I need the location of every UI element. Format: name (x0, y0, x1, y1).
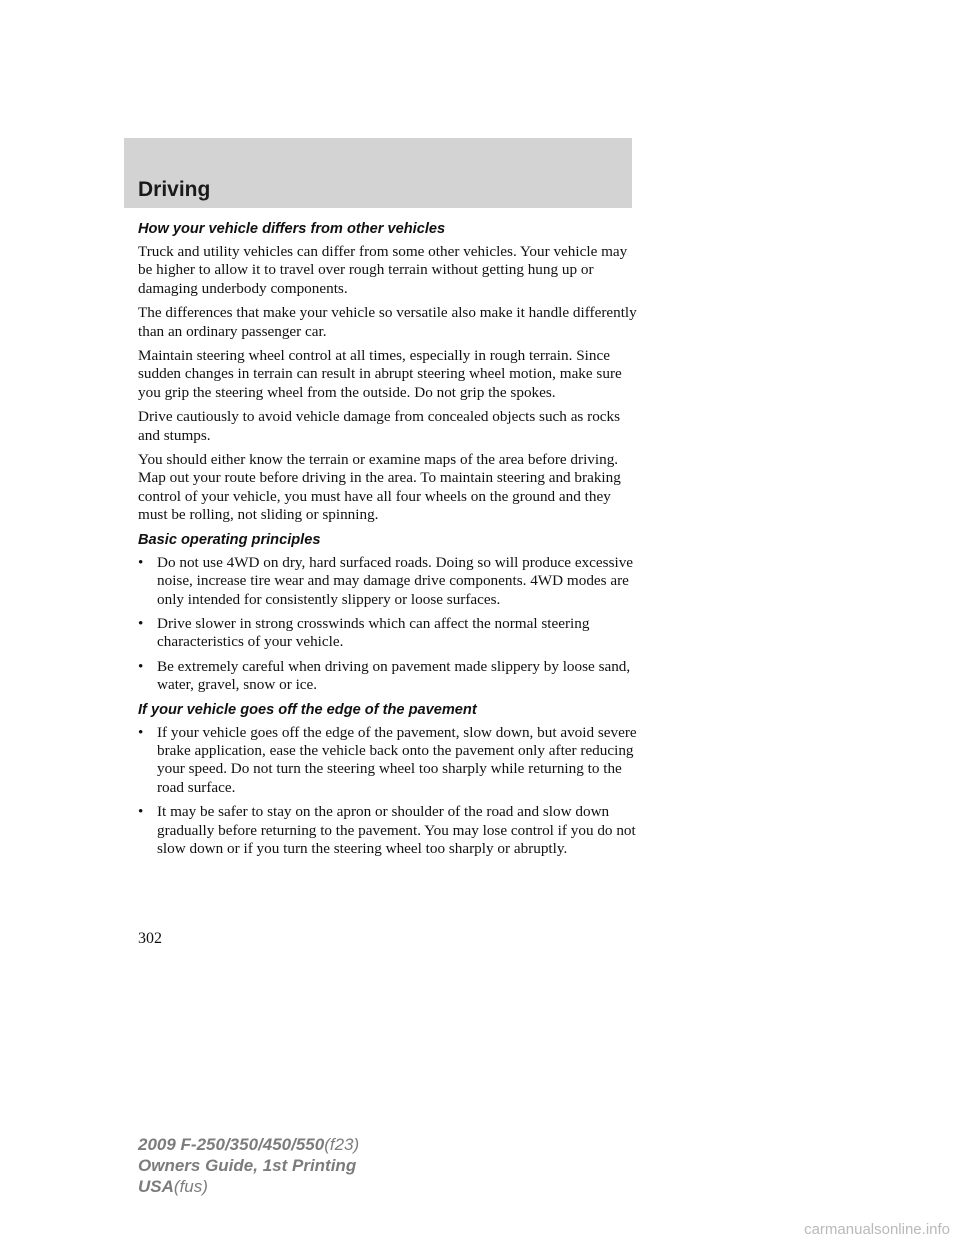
list-item-text: Be extremely careful when driving on pavement made slippery by loose sand, water, gravel, snow or ice. (157, 657, 631, 694)
list-item (138, 658, 638, 695)
bullet-icon: • (138, 657, 144, 675)
paragraph: You should either know the terrain or examine maps of the area before driving. Map out your route before driving in the area. To maintain steering and braking control of your vehicle, you must have all four wheels on the ground and they must be rolling, not sliding or spinning. (138, 451, 621, 524)
paragraph: Maintain steering wheel control at all times, especially in rough terrain. Since sudden changes in terrain can result in abrupt steering wheel motion, make sure you grip the steering wheel from the outside. Do not grip the spokes. (138, 347, 622, 401)
section-title: Driving (138, 178, 211, 201)
list-item-text: Drive slower in strong crosswinds which can affect the normal steering characteristics of your vehicle. (157, 614, 590, 651)
footer-region-code: (fus) (173, 1177, 208, 1196)
list-item (138, 554, 638, 609)
paragraph: Truck and utility vehicles can differ from some other vehicles. Your vehicle may be higher to allow it to travel over rough terrain without getting hung up or damaging underbody components. (138, 243, 628, 297)
list-item-text: It may be safer to stay on the apron or shoulder of the road and slow down gradually before returning to the pavement. You may lose control if you do not slow down or if you turn the steering wheel too sharply or abruptly. (157, 803, 636, 857)
heading-off-pavement: If your vehicle goes off the edge of the pavement (138, 701, 477, 718)
bullet-icon: • (138, 553, 144, 571)
footer-region: USA (138, 1177, 174, 1196)
document-footer (138, 1134, 359, 1197)
list-item (138, 724, 638, 798)
bullet-list (138, 554, 638, 695)
footer-model: 2009 F-250/350/450/550 (138, 1135, 325, 1154)
footer-model-code: (f23) (324, 1135, 360, 1154)
list-item (138, 615, 638, 652)
bullet-list (138, 724, 638, 859)
section-header-band (124, 138, 632, 208)
list-item-text: If your vehicle goes off the edge of the pavement, slow down, but avoid severe brake application, ease the vehicle back onto the pavement only after reducing your speed. Do not turn the steering wheel too sharply while returning to the road surface. (157, 723, 637, 796)
footer-line-region (138, 1176, 359, 1197)
paragraph: Drive cautiously to avoid vehicle damage from concealed objects such as rocks and stumps. (138, 408, 621, 444)
footer-line-model (138, 1134, 359, 1155)
bullet-icon: • (138, 803, 144, 821)
heading-vehicle-differences: How your vehicle differs from other vehicles (138, 221, 446, 237)
list-item-text: Do not use 4WD on dry, hard surfaced roads. Doing so will produce excessive noise, increase tire wear and may damage drive components. 4WD modes are only intended for consistently slippery or loose surfaces. (157, 553, 634, 608)
bullet-icon: • (138, 614, 144, 632)
paragraph: The differences that make your vehicle so versatile also make it handle differently than an ordinary passenger car. (138, 304, 637, 340)
page-number: 302 (138, 930, 162, 947)
page-content (138, 220, 638, 864)
bullet-icon: • (138, 723, 144, 741)
footer-line-edition: Owners Guide, 1st Printing (138, 1156, 357, 1175)
watermark: carmanualsonline.info (804, 1221, 950, 1238)
heading-basic-operating-principles: Basic operating principles (138, 531, 321, 548)
list-item (138, 803, 638, 858)
